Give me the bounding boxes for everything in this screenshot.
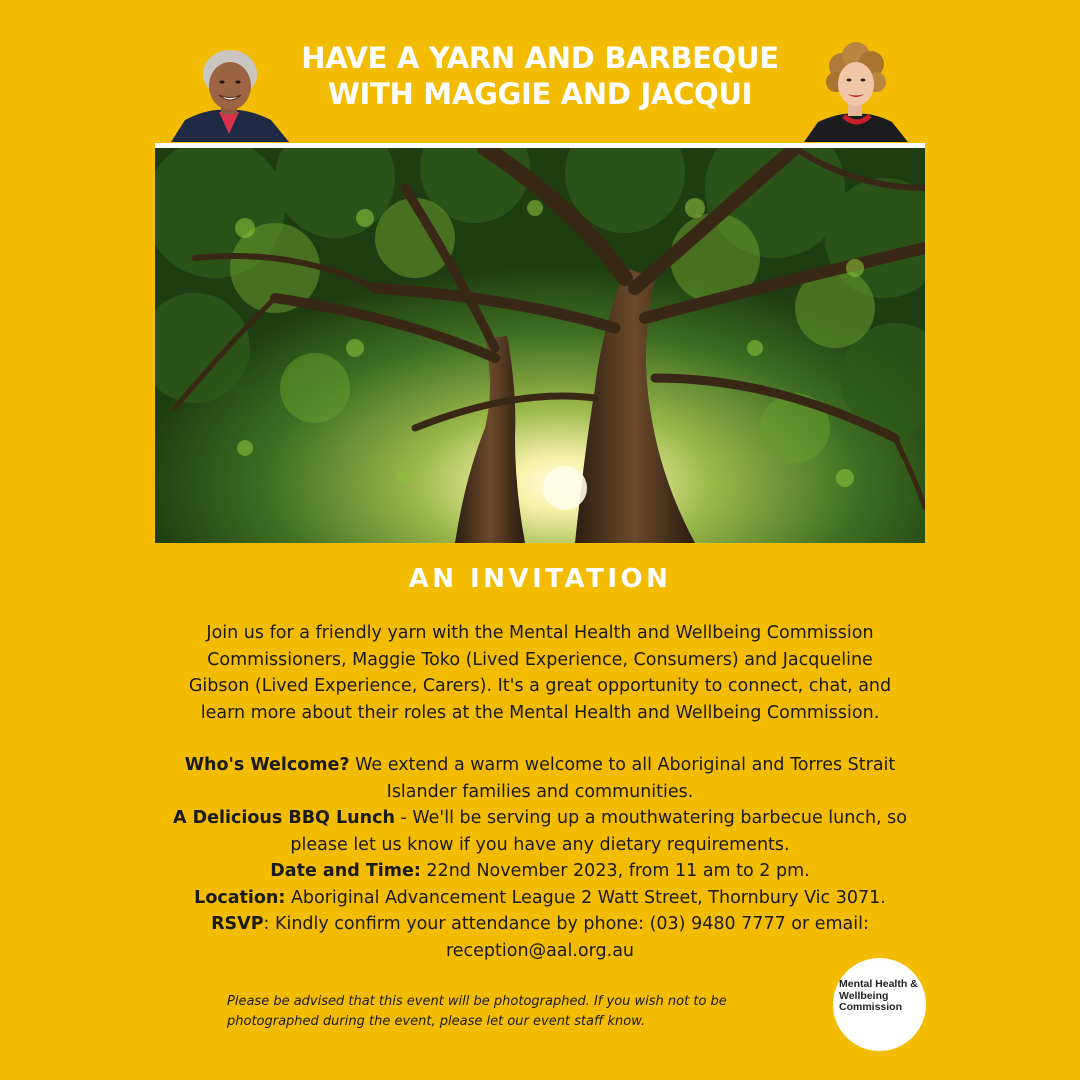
intro-line-3: Gibson (Lived Experience, Carers). It's a great opportunity to connect, chat, and [188, 676, 892, 696]
bbq-line-2: please let us know if you have any dietary requirements. [290, 834, 790, 855]
title-line-2: WITH MAGGIE AND JACQUI [327, 77, 753, 111]
bbq-text-1: - We'll be serving up a mouthwatering barbecue lunch, so [394, 808, 907, 828]
date-label: Date and Time: [270, 861, 421, 881]
logo-line-1: Mental Health & [839, 978, 918, 990]
intro-line-4: learn more about their roles at the Mental Health and Wellbeing Commission. [200, 702, 880, 723]
location-label: Location: [194, 887, 286, 908]
notice-line-1: Please be advised that this event will be photographed. If you wish not to be [227, 994, 727, 1009]
location-text: Aboriginal Advancement League 2 Watt Street, Thornbury Vic 3071. [285, 887, 886, 908]
title-line-1: HAVE A YARN AND BARBEQUE [301, 41, 779, 75]
welcome-text-1: We extend a warm welcome to all Aboriginal and Torres Strait [349, 755, 896, 775]
logo-line-3: Commission [839, 1001, 903, 1013]
rsvp-text-1: : Kindly confirm your attendance by phone: (03) 9480 7777 or email: [263, 914, 869, 934]
welcome-line-2: Islander families and communities. [386, 781, 694, 802]
invitation-heading: AN INVITATION [408, 564, 672, 594]
welcome-label: Who's Welcome? [184, 755, 350, 775]
photography-notice [227, 992, 817, 1032]
logo-line-2: Wellbeing [839, 989, 889, 1002]
rsvp-label: RSVP [211, 914, 264, 934]
portrait-maggie [163, 42, 293, 142]
tree-canopy-photo [155, 143, 925, 543]
rsvp-email: reception@aal.org.au [445, 940, 635, 961]
rsvp-line-1 [140, 911, 940, 938]
date-line [140, 858, 940, 885]
invitation-body [140, 620, 940, 964]
location-line [140, 885, 940, 912]
commission-logo [833, 958, 926, 1051]
welcome-line-1 [140, 752, 940, 779]
bbq-label: A Delicious BBQ Lunch [172, 808, 395, 828]
intro-line-2: Commissioners, Maggie Toko (Lived Experience, Consumers) and Jacqueline [207, 649, 873, 670]
portrait-jacqui [800, 42, 930, 142]
bbq-line-1 [140, 805, 940, 832]
date-text: 22nd November 2023, from 11 am to 2 pm. [420, 861, 810, 881]
intro-line-1: Join us for a friendly yarn with the Mental Health and Wellbeing Commission [206, 623, 874, 643]
notice-line-2: photographed during the event, please let our event staff know. [227, 1014, 646, 1029]
